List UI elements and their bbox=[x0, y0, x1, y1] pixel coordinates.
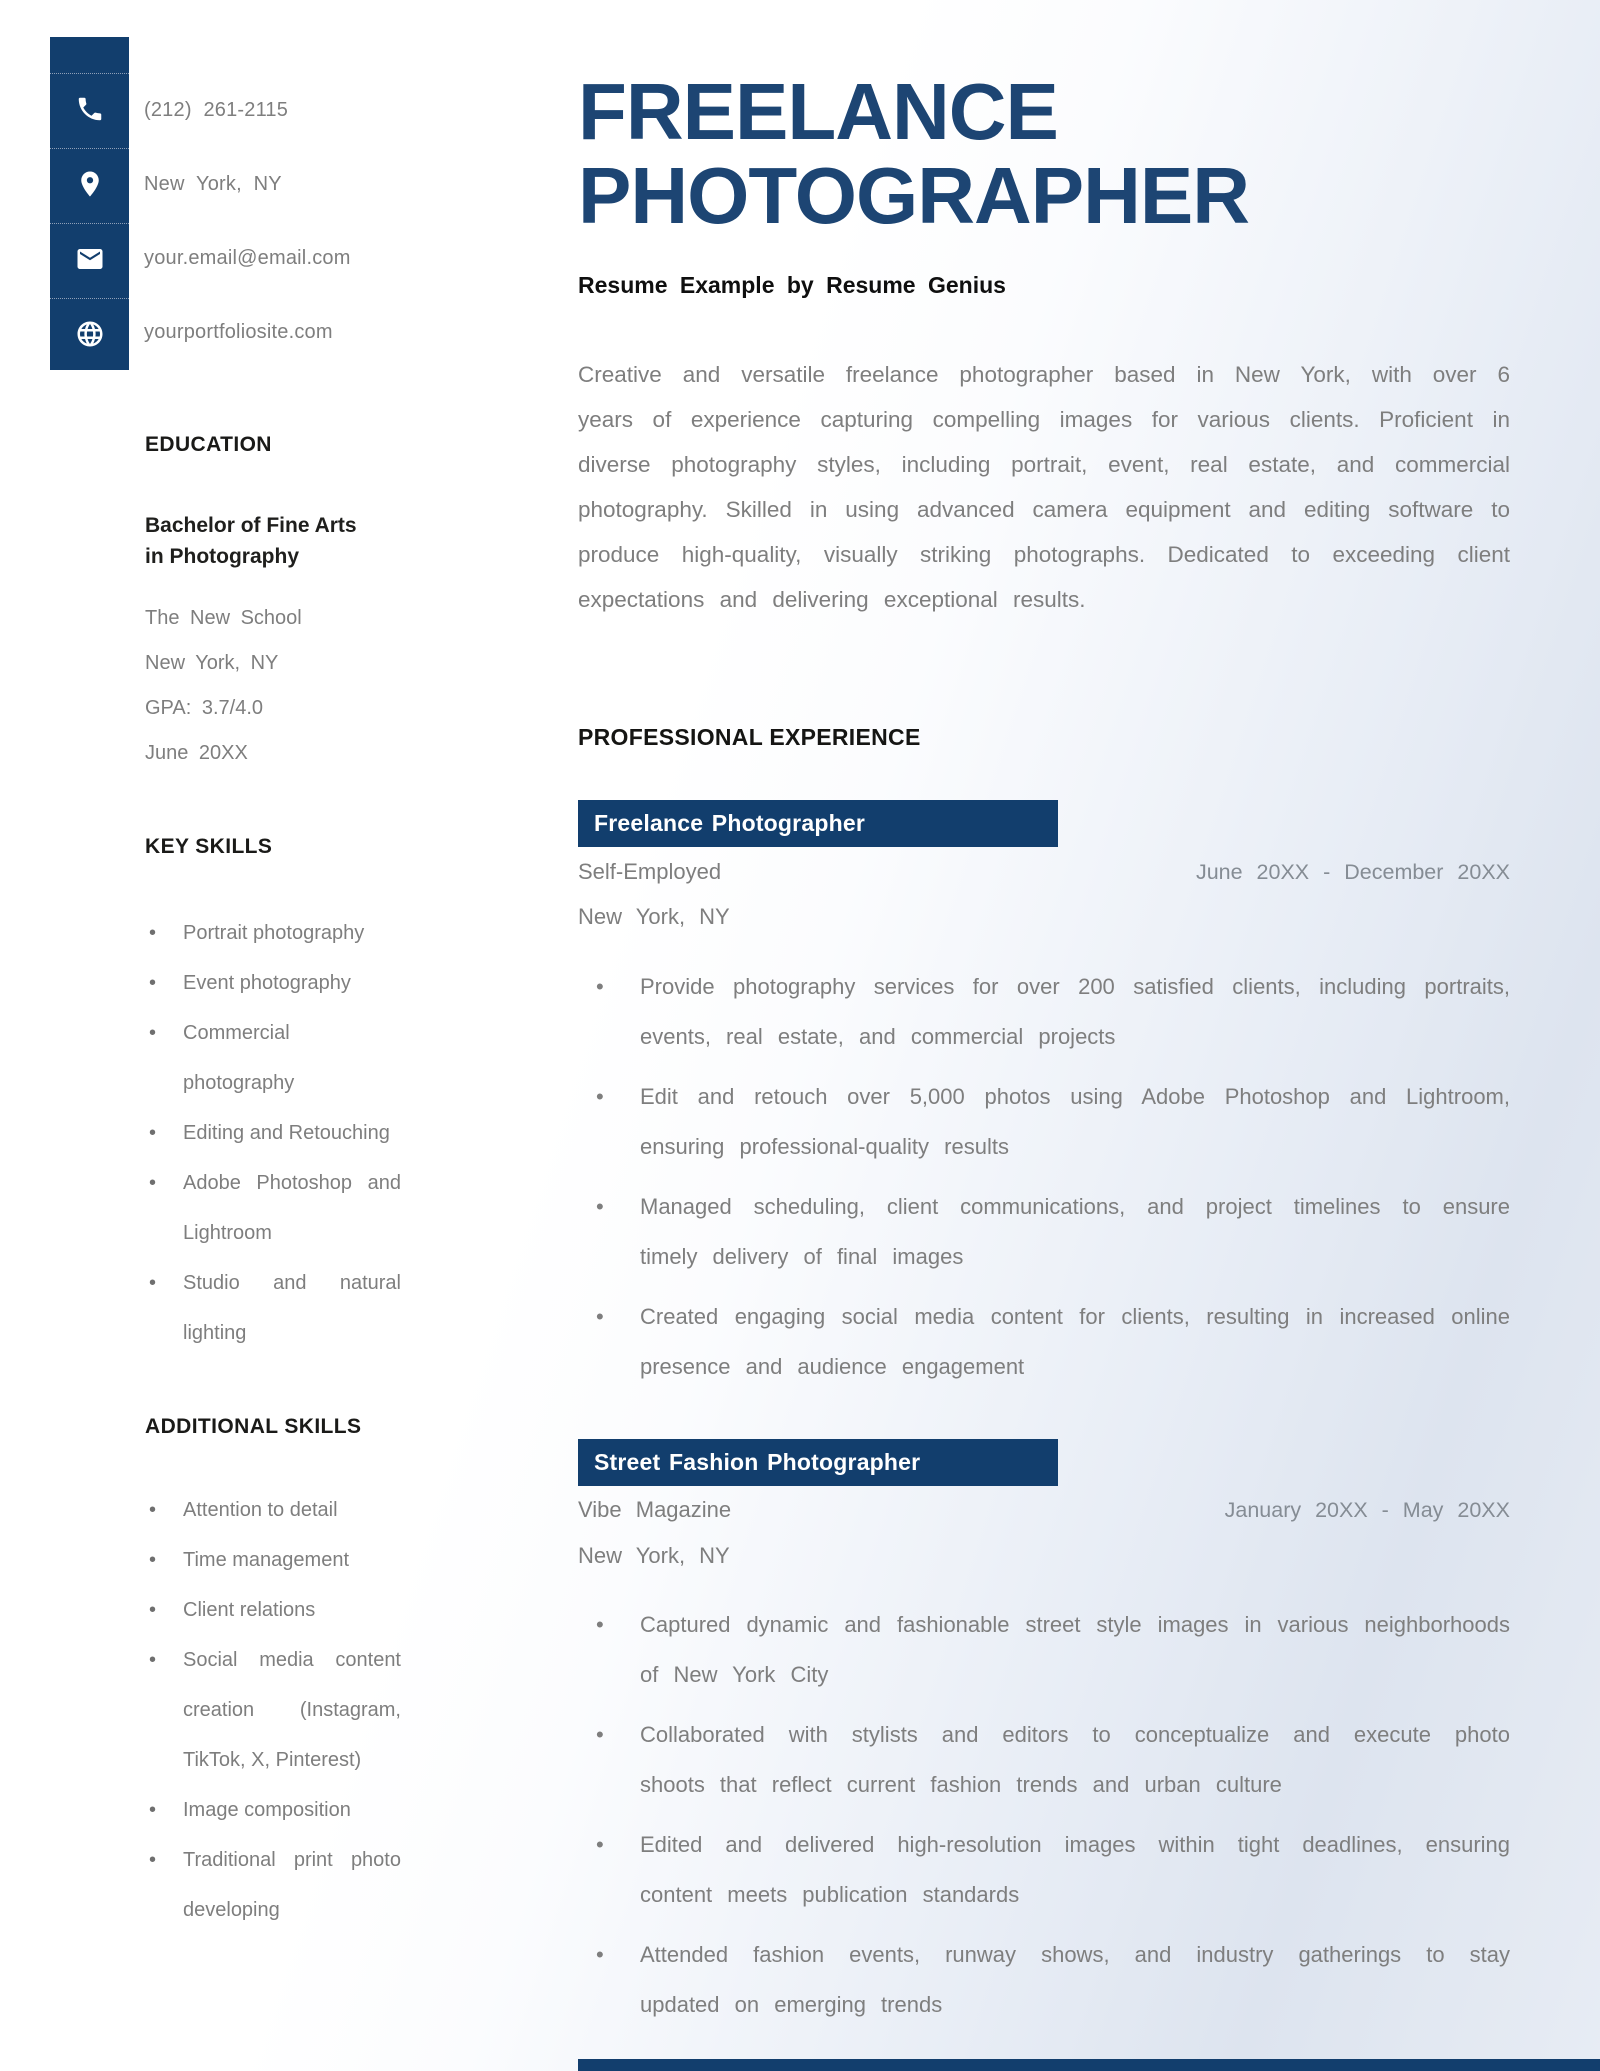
skill-item: • Studio and natural lighting bbox=[145, 1258, 401, 1358]
job-title-bar bbox=[578, 800, 1058, 847]
bullet-item: • Managed scheduling, client communications, and project timelines to ensure timely delivery of final images bbox=[578, 1182, 1510, 1282]
additional-skills-heading: ADDITIONAL SKILLS bbox=[145, 1415, 362, 1438]
key-skills-heading: KEY SKILLS bbox=[145, 835, 273, 858]
contact-phone bbox=[144, 73, 474, 147]
page-subtitle: Resume Example by Resume Genius bbox=[578, 272, 1006, 298]
job-location: New York, NY bbox=[578, 904, 730, 929]
contact-email bbox=[144, 221, 474, 295]
education-details bbox=[145, 596, 425, 776]
bullet-item: • Edit and retouch over 5,000 photos using Adobe Photoshop and Lightroom, ensuring professional-quality results bbox=[578, 1072, 1510, 1172]
skill-item: • Editing and Retouching bbox=[145, 1108, 401, 1158]
phone-icon bbox=[75, 94, 105, 129]
mail-icon-cell bbox=[50, 223, 129, 298]
contact-location bbox=[144, 147, 474, 221]
location-icon-cell bbox=[50, 148, 129, 223]
skill-item: • Traditional print photo developing bbox=[145, 1835, 401, 1935]
skill-item: • Social media content creation (Instagram, TikTok, X, Pinterest) bbox=[145, 1635, 401, 1785]
job-bullets bbox=[578, 962, 1510, 1402]
job-company: Vibe Magazine bbox=[578, 1497, 732, 1522]
skill-item: • Portrait photography bbox=[145, 908, 401, 958]
mail-icon bbox=[75, 244, 105, 279]
key-skills-list bbox=[145, 908, 401, 1358]
skill-item: • Attention to detail bbox=[145, 1485, 401, 1535]
footer-accent-bar bbox=[578, 2059, 1600, 2071]
location-icon bbox=[75, 169, 105, 204]
contact-email-text: your.email@email.com bbox=[144, 246, 351, 269]
bullet-item: • Created engaging social media content for clients, resulting in increased online presence and audience engagement bbox=[578, 1292, 1510, 1392]
bullet-item: • Edited and delivered high-resolution images within tight deadlines, ensuring content meets publication standards bbox=[578, 1820, 1510, 1920]
education-heading: EDUCATION bbox=[145, 433, 272, 456]
skill-item: • Time management bbox=[145, 1535, 401, 1585]
phone-icon-cell bbox=[50, 73, 129, 148]
job-dates: June 20XX - December 20XX bbox=[1195, 859, 1510, 884]
contact-phone-text: (212) 261-2115 bbox=[144, 98, 289, 121]
education-gpa: GPA: 3.7/4.0 bbox=[145, 697, 264, 719]
job-title: Freelance Photographer bbox=[594, 810, 865, 836]
skill-item: • Client relations bbox=[145, 1585, 401, 1635]
sidebar-icon-column bbox=[50, 37, 129, 370]
job-title: Street Fashion Photographer bbox=[594, 1449, 921, 1475]
education-degree: Bachelor of Fine Arts in Photography bbox=[145, 514, 357, 568]
job-bullets bbox=[578, 1600, 1510, 2040]
contact-website-text: yourportfoliosite.com bbox=[144, 320, 333, 343]
job-location: New York, NY bbox=[578, 1543, 730, 1568]
skill-item: • Event photography bbox=[145, 958, 401, 1008]
education-school: The New School bbox=[145, 607, 302, 629]
skill-item: • Commercial photography bbox=[145, 1008, 401, 1108]
contact-location-text: New York, NY bbox=[144, 172, 282, 195]
page-title: FREELANCE PHOTOGRAPHER bbox=[578, 67, 1250, 240]
education-location: New York, NY bbox=[145, 652, 279, 674]
job-location-row bbox=[578, 1538, 1510, 1574]
globe-icon bbox=[75, 319, 105, 354]
professional-summary: Creative and versatile freelance photographer based in New York, with over 6 years of experience capturing compelling images for various clients. Proficient in diverse photography styles, including portrait, event, real estate, and commercial photography. Skilled in using advanced camera equipment and editing software to produce high-quality, visually striking photographs. Dedicated to exceeding client expectations and delivering exceptional results. bbox=[578, 362, 1510, 612]
globe-icon-cell bbox=[50, 298, 129, 373]
job-company: Self-Employed bbox=[578, 859, 722, 884]
contact-website bbox=[144, 295, 474, 369]
additional-skills-list bbox=[145, 1485, 401, 1935]
job-location-row bbox=[578, 899, 1510, 935]
skill-item: • Adobe Photoshop and Lightroom bbox=[145, 1158, 401, 1258]
bullet-item: • Attended fashion events, runway shows, and industry gatherings to stay updated on emerging trends bbox=[578, 1930, 1510, 2030]
experience-heading: PROFESSIONAL EXPERIENCE bbox=[578, 724, 921, 750]
bullet-item: • Captured dynamic and fashionable street style images in various neighborhoods of New York City bbox=[578, 1600, 1510, 1700]
education-date: June 20XX bbox=[145, 742, 248, 764]
job-dates: January 20XX - May 20XX bbox=[1224, 1497, 1510, 1522]
bullet-item: • Collaborated with stylists and editors to conceptualize and execute photo shoots that reflect current fashion trends and urban culture bbox=[578, 1710, 1510, 1810]
bullet-item: • Provide photography services for over 200 satisfied clients, including portraits, events, real estate, and commercial projects bbox=[578, 962, 1510, 1062]
skill-item: • Image composition bbox=[145, 1785, 401, 1835]
job-title-bar bbox=[578, 1439, 1058, 1486]
job-company-row bbox=[578, 854, 1510, 890]
job-company-row bbox=[578, 1492, 1510, 1528]
